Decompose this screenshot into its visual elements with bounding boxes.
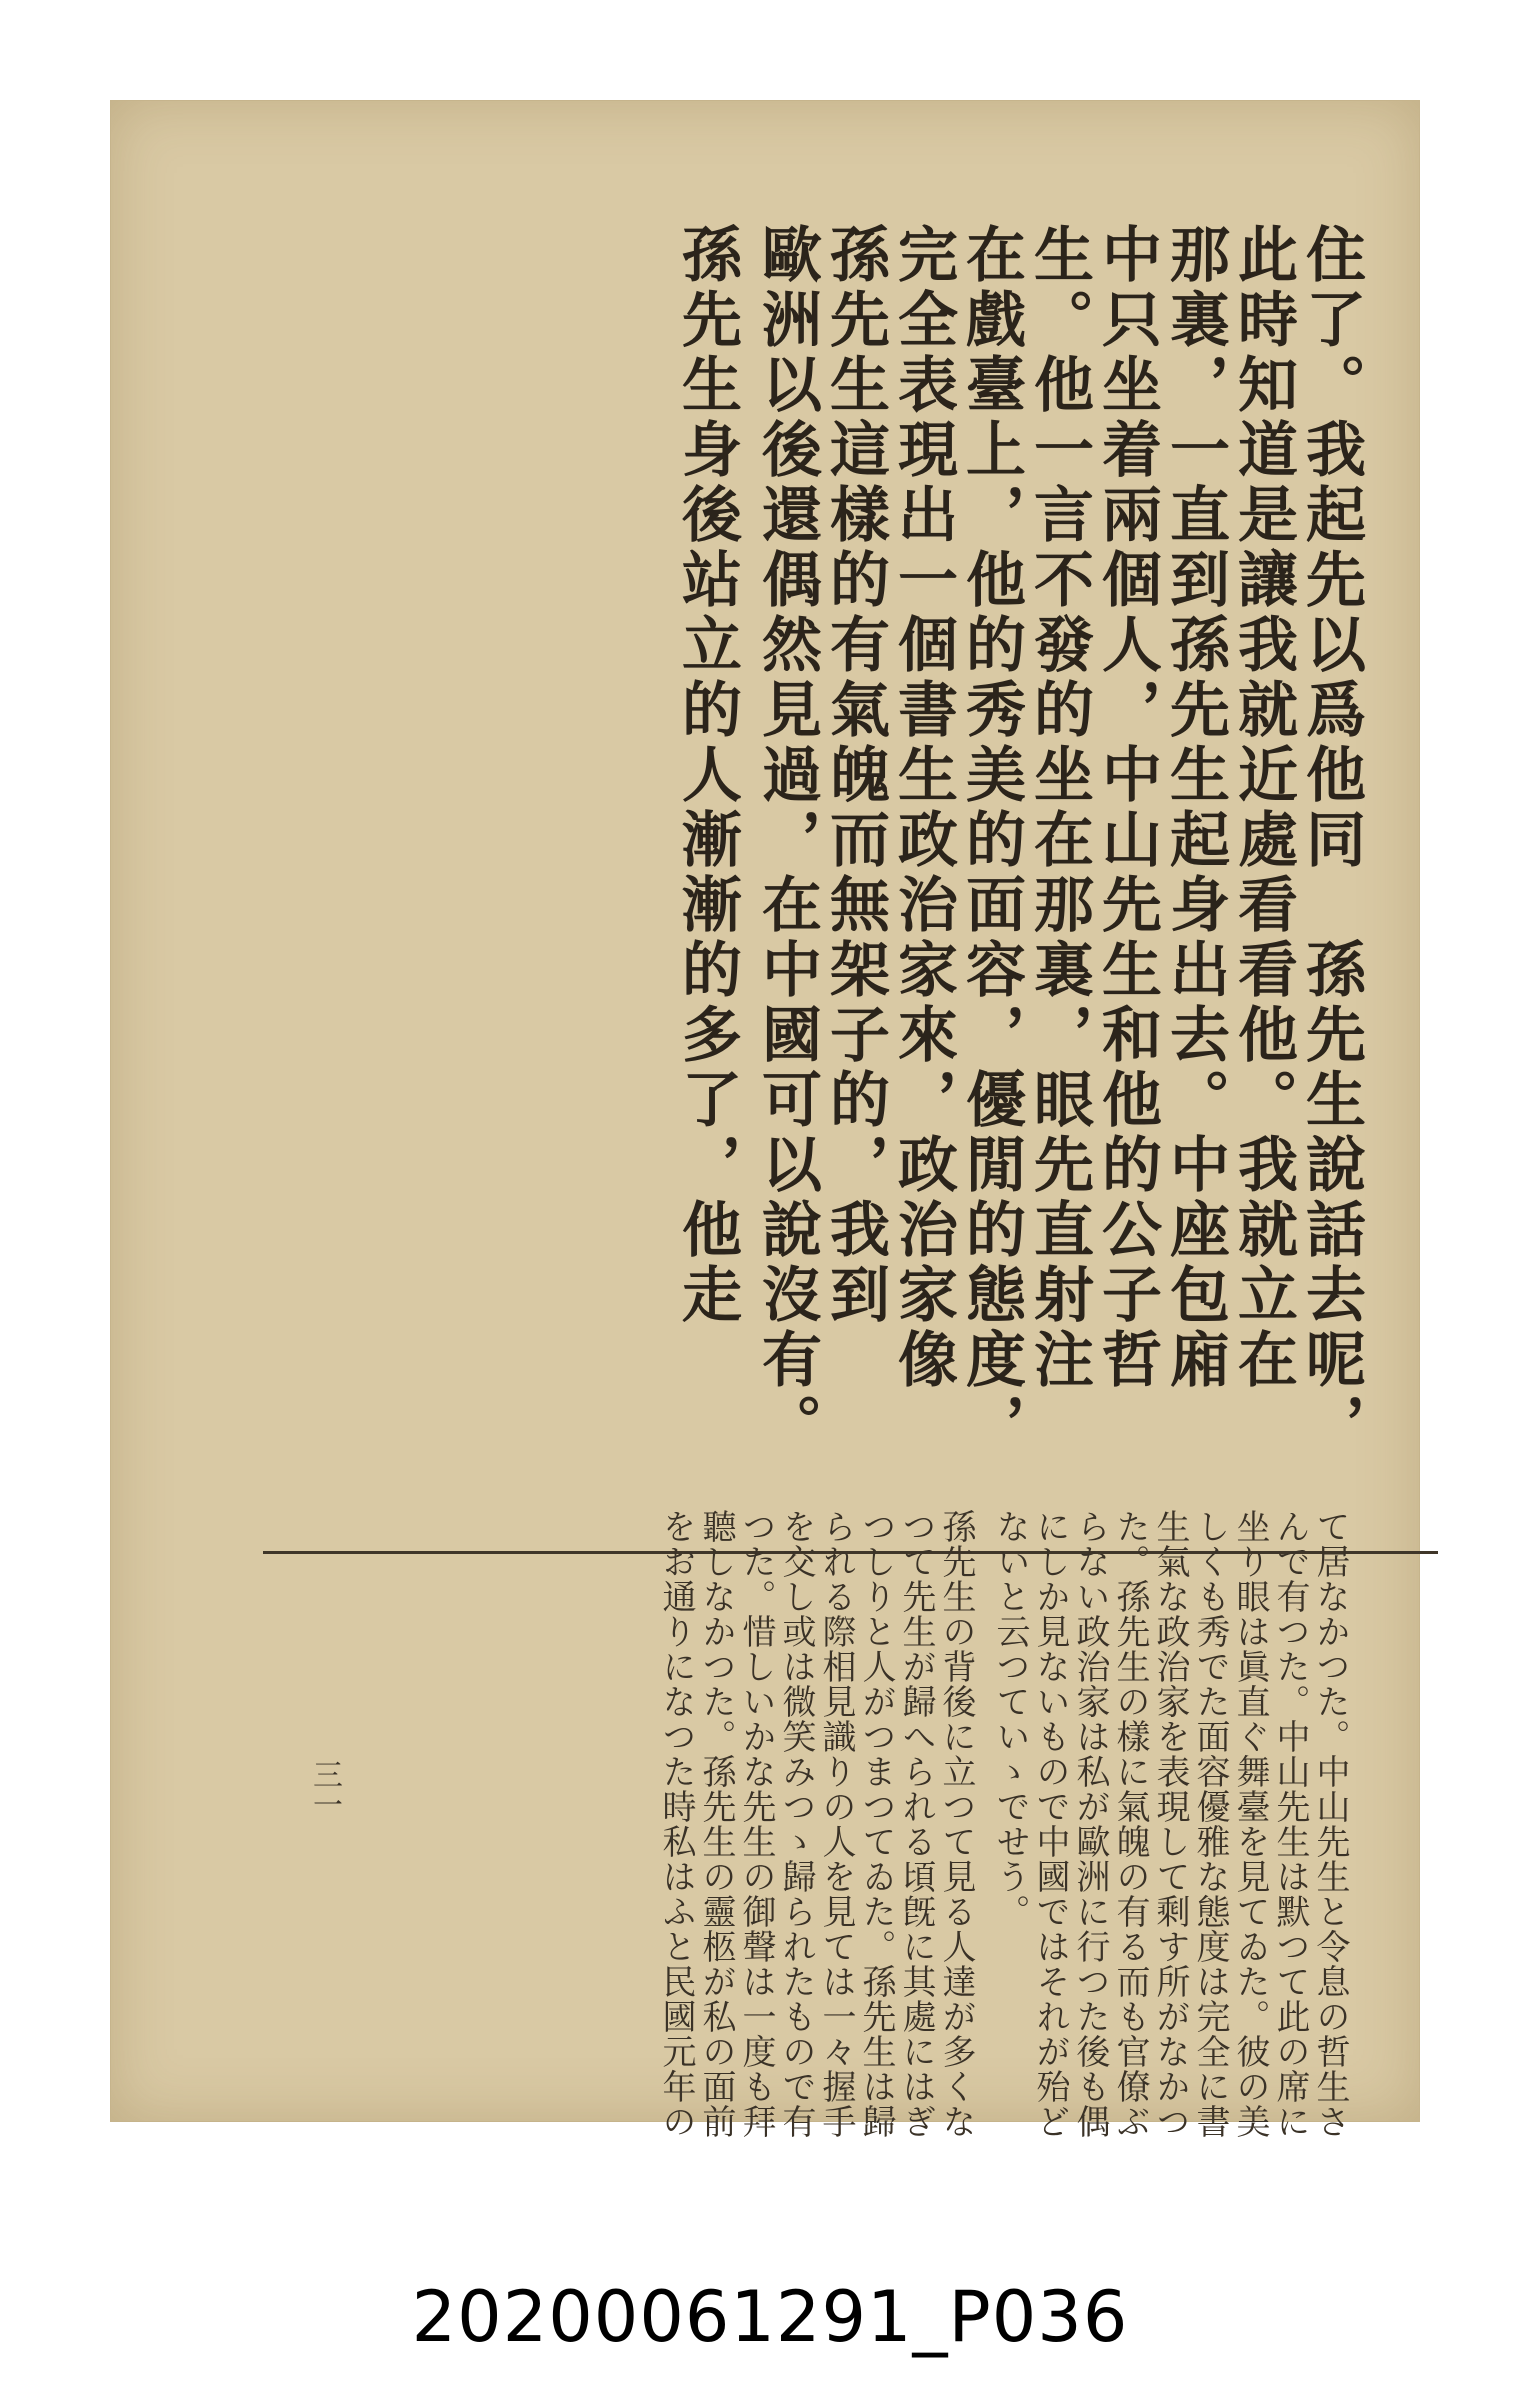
translation-text-column: た。孫先生の樣に氣魄の有る而も官僚ぶ <box>1110 1509 1150 2139</box>
translation-text-column: んで有つた。中山先生は默つて此の席に <box>1270 1509 1310 2139</box>
main-text-column: 歐洲以後還偶然見過，在中國可以說沒有。 <box>752 223 822 1458</box>
translation-text-column: を交し或は微笑みつゝ歸られたもので有 <box>776 1509 816 2139</box>
translation-text-column: つた。惜しいかな先生の御聲は一度も拜 <box>736 1509 776 2139</box>
translation-text-column: 生氣な政治家を表現して剩す所がなかつ <box>1150 1509 1190 2139</box>
main-text-column: 生。他一言不發的坐在那裏，眼先直射注 <box>1024 223 1094 1393</box>
translation-text-column: をお通りになつた時私はふと民國元年の <box>656 1509 696 2139</box>
main-text-column: 孫先生這樣的有氣魄而無架子的，我到 <box>820 223 890 1328</box>
translation-text-column: 聽しなかつた。孫先生の靈柩が私の面前 <box>696 1509 736 2139</box>
book-page <box>110 100 1420 2139</box>
translation-text-column: つて先生が歸へられる頃旣に其處にはぎ <box>896 1509 936 2139</box>
page-number: 三一 <box>307 1759 342 1819</box>
main-text-column: 那裏，一直到孫先生起身出去。中座包廂 <box>1160 223 1230 1393</box>
translation-text-column: しくも秀でた面容優雅な態度は完全に書 <box>1190 1509 1230 2139</box>
translation-text-column: て居なかつた。中山先生と令息の哲生さ <box>1310 1509 1350 2139</box>
main-text-column: 住了。我起先以爲他同 孫先生說話去呢， <box>1296 223 1366 1458</box>
translation-text-column: られる際相見識りの人を見ては一々握手 <box>816 1509 856 2139</box>
translation-text-column: 坐り眼は眞直ぐ舞臺を見てゐた。彼の美 <box>1230 1509 1270 2139</box>
translation-text-column: つしりと人がつまつてゐた。孫先生は歸 <box>856 1509 896 2139</box>
translation-text-column: 孫先生の背後に立つて見る人達が多くな <box>936 1509 976 2139</box>
main-text-column: 完全表現出一個書生政治家來，政治家像 <box>888 223 958 1393</box>
translation-text-column: にしか見ないもので中國ではそれが殆ど <box>1030 1509 1070 2139</box>
main-text-column: 孫先生身後站立的人漸漸的多了，他走 <box>672 223 742 1328</box>
main-text-column: 中只坐着兩個人，中山先生和他的公子哲 <box>1092 223 1162 1393</box>
translation-text-column: らない政治家は私が歐洲に行つた後も偶 <box>1070 1509 1110 2139</box>
catalog-id-label: 20200061291_P036 <box>411 2276 1129 2358</box>
translation-text-column: ないと云つていゝでせう。 <box>990 1509 1030 1929</box>
main-text-column: 此時知道是讓我就近處看看他。我就立在 <box>1228 223 1298 1393</box>
main-text-column: 在戲臺上，他的秀美的面容，優閒的態度， <box>956 223 1026 1458</box>
